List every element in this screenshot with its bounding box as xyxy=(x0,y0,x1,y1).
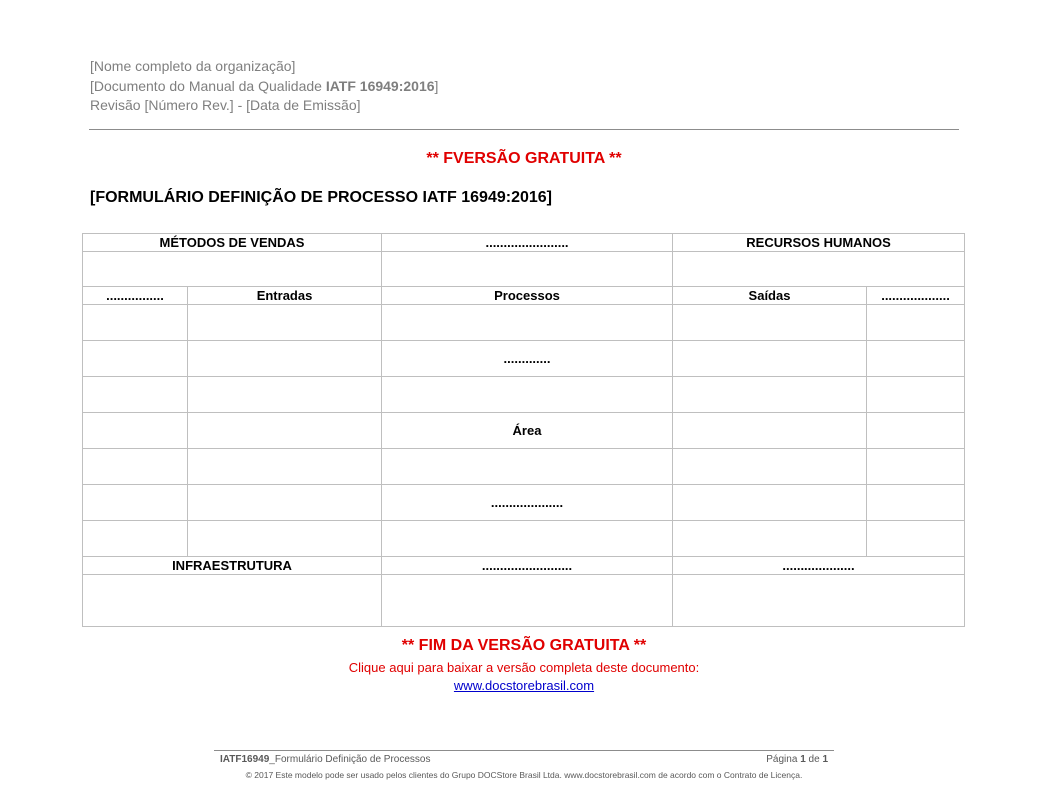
header-bottom-right: .................... xyxy=(673,557,965,575)
cell[interactable] xyxy=(188,341,382,377)
cell[interactable] xyxy=(867,341,965,377)
cell[interactable] xyxy=(188,377,382,413)
download-link-wrap xyxy=(0,678,1048,693)
infraestrutura-cell[interactable] xyxy=(83,575,382,627)
cell[interactable] xyxy=(188,449,382,485)
doc-reference-suffix: ] xyxy=(434,77,439,94)
cell[interactable] xyxy=(188,521,382,557)
cell[interactable] xyxy=(83,449,188,485)
cell[interactable] xyxy=(188,305,382,341)
page-number xyxy=(600,754,828,765)
table-row xyxy=(83,305,965,341)
cell[interactable] xyxy=(188,413,382,449)
org-name: [Nome completo da organização] xyxy=(90,58,296,74)
bottom-right-cell[interactable] xyxy=(673,575,965,627)
cell[interactable] xyxy=(673,485,867,521)
header-metodos-vendas: MÉTODOS DE VENDAS xyxy=(83,234,382,252)
table-row xyxy=(83,485,965,521)
cell[interactable] xyxy=(673,341,867,377)
process-definition-table xyxy=(82,233,965,627)
cell[interactable] xyxy=(673,449,867,485)
cell[interactable] xyxy=(867,413,965,449)
table-row xyxy=(83,377,965,413)
column-header-5: ................... xyxy=(867,287,965,305)
page-current: 1 xyxy=(800,754,806,765)
cell[interactable] xyxy=(867,377,965,413)
page-sep: de xyxy=(805,754,823,765)
download-link[interactable]: www.docstorebrasil.com xyxy=(453,678,595,693)
page-total: 1 xyxy=(822,754,828,765)
cell[interactable] xyxy=(673,521,867,557)
document-header xyxy=(90,57,438,116)
table-row xyxy=(83,413,965,449)
column-header-entradas: Entradas xyxy=(188,287,382,305)
footer-doc-title: _Formulário Definição de Processos xyxy=(269,754,431,765)
column-header-1: ................ xyxy=(83,287,188,305)
process-dots-1[interactable]: ............. xyxy=(382,341,673,377)
footer-doc-name xyxy=(220,754,430,765)
table-row xyxy=(83,449,965,485)
cell[interactable] xyxy=(382,521,673,557)
header-divider xyxy=(89,129,959,130)
table-row xyxy=(83,521,965,557)
header-recursos-humanos: RECURSOS HUMANOS xyxy=(673,234,965,252)
cell[interactable] xyxy=(867,485,965,521)
revision-line: Revisão [Número Rev.] - [Data de Emissão] xyxy=(90,97,361,113)
header-infraestrutura: INFRAESTRUTURA xyxy=(83,557,382,575)
cell[interactable] xyxy=(673,305,867,341)
cell[interactable] xyxy=(673,377,867,413)
recursos-humanos-cell[interactable] xyxy=(673,252,965,287)
process-dots-2[interactable]: .................... xyxy=(382,485,673,521)
form-title: [FORMULÁRIO DEFINIÇÃO DE PROCESSO IATF 16949:2016] xyxy=(90,189,552,206)
footer-divider xyxy=(214,750,834,751)
table-row xyxy=(83,234,965,252)
process-area[interactable]: Área xyxy=(382,413,673,449)
metodos-vendas-cell[interactable] xyxy=(83,252,382,287)
doc-reference-standard: IATF 16949:2016 xyxy=(325,77,435,94)
end-version-banner: ** FIM DA VERSÃO GRATUITA ** xyxy=(401,637,647,654)
column-header-processos: Processos xyxy=(382,287,673,305)
table-row xyxy=(83,341,965,377)
bottom-middle-cell[interactable] xyxy=(382,575,673,627)
footer-doc-code: IATF16949 xyxy=(220,754,270,765)
doc-reference-prefix: [Documento do Manual da Qualidade xyxy=(90,77,326,94)
cell[interactable] xyxy=(83,377,188,413)
cell[interactable] xyxy=(867,521,965,557)
page-prefix: Página xyxy=(766,754,801,765)
table-row xyxy=(83,252,965,287)
cell[interactable] xyxy=(382,305,673,341)
header-top-middle: ....................... xyxy=(382,234,673,252)
cell[interactable] xyxy=(83,341,188,377)
column-header-saidas: Saídas xyxy=(673,287,867,305)
download-cta-text: Clique aqui para baixar a versão completa deste documento: xyxy=(348,660,700,675)
cell[interactable] xyxy=(83,521,188,557)
table-row xyxy=(83,287,965,305)
cell[interactable] xyxy=(867,449,965,485)
copyright-notice: © 2017 Este modelo pode ser usado pelos clientes do Grupo DOCStore Brasil Ltda. www.docstorebrasil.com de acordo com o Contrato de Licença. xyxy=(245,770,803,780)
cell[interactable] xyxy=(188,485,382,521)
free-version-banner: ** FVERSÃO GRATUITA ** xyxy=(426,150,622,167)
cell[interactable] xyxy=(382,449,673,485)
cell[interactable] xyxy=(83,413,188,449)
table-row xyxy=(83,557,965,575)
top-middle-cell[interactable] xyxy=(382,252,673,287)
cell[interactable] xyxy=(382,377,673,413)
cell[interactable] xyxy=(673,413,867,449)
cell[interactable] xyxy=(867,305,965,341)
cell[interactable] xyxy=(83,305,188,341)
doc-reference xyxy=(90,77,438,97)
table-row xyxy=(83,575,965,627)
cell[interactable] xyxy=(83,485,188,521)
header-bottom-middle: ......................... xyxy=(382,557,673,575)
